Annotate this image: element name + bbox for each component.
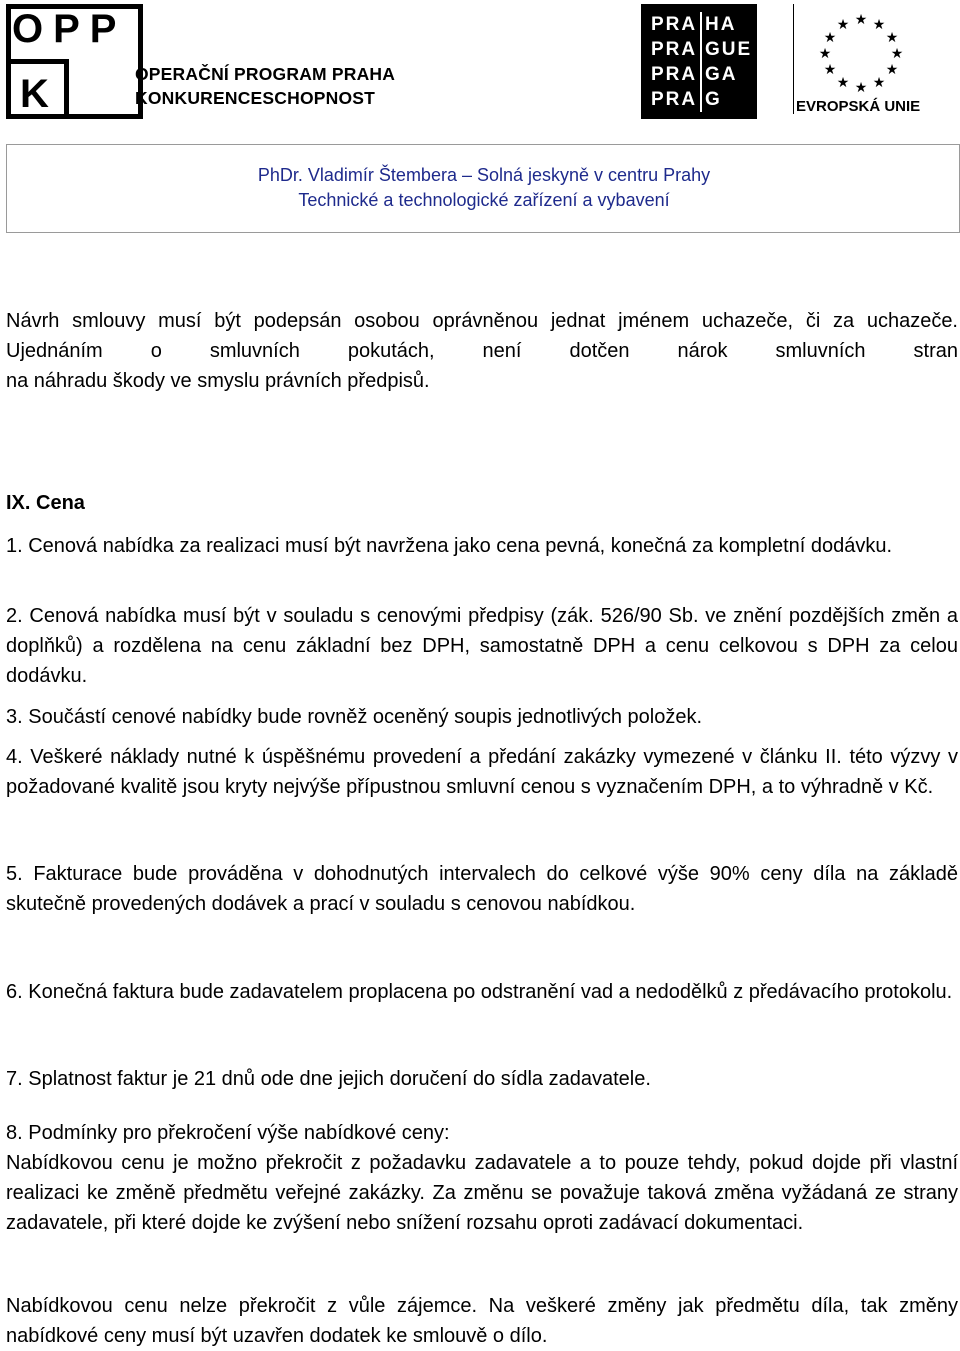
- praha-row-2: [641, 37, 757, 62]
- list-item-6-text: 6. Konečná faktura bude zadavatelem proplacena po odstranění vad a nedodělků z předávacího protokolu.: [6, 981, 953, 1003]
- list-item-8-heading: 8. Podmínky pro překročení výše nabídkové ceny:: [6, 1122, 450, 1144]
- praha-row-1-left: PRA: [651, 14, 698, 35]
- list-item-7: [6, 1064, 958, 1094]
- list-item-8: [6, 1118, 958, 1238]
- svg-text:★: ★: [885, 61, 899, 77]
- eu-stars-icon: [813, 8, 909, 94]
- list-item-3-text: 3. Součástí cenové nabídky bude rovněž oceněný soupis jednotlivých položek.: [6, 706, 702, 728]
- list-item-1-text: 1. Cenová nabídka za realizaci musí být navržena jako cena pevná, konečná za kompletní dodávku.: [6, 535, 893, 557]
- paragraph-final-text: Nabídkovou cenu nelze překročit z vůle zájemce. Na veškeré změny jak předmětu díla, tak změny nabídkové ceny musí být uzavřen dodatek ke smlouvě o dílo.: [6, 1295, 958, 1347]
- svg-text:★: ★: [836, 16, 850, 32]
- paragraph-intro-part2: na náhradu škody ve smyslu právních předpisů.: [6, 370, 430, 392]
- praha-row-3-left: PRA: [651, 64, 698, 85]
- oppk-program-name: [135, 62, 395, 110]
- svg-text:★: ★: [854, 11, 868, 27]
- oppk-logo-divider-h: [6, 59, 69, 64]
- oppk-logo: [6, 4, 426, 120]
- list-item-3: [6, 702, 958, 732]
- paragraph-intro: [6, 306, 958, 396]
- eu-logo-divider: [793, 4, 794, 114]
- section-heading: IX. Cena: [6, 492, 85, 514]
- document-title-line2: Technické a technologické zařízení a vybavení: [298, 190, 670, 210]
- oppk-logo-divider-v: [64, 59, 69, 119]
- document-title-line1: PhDr. Vladimír Štembera – Solná jeskyně v centru Prahy: [257, 165, 711, 185]
- praha-row-3-right: GA: [705, 64, 738, 85]
- svg-text:★: ★: [836, 74, 850, 90]
- svg-text:★: ★: [823, 29, 837, 45]
- praha-row-3: [641, 62, 757, 87]
- svg-text:★: ★: [890, 45, 904, 61]
- svg-text:★: ★: [872, 16, 886, 32]
- list-item-2: [6, 601, 958, 691]
- oppk-program-line2: KONKURENCESCHOPNOST: [135, 88, 376, 108]
- list-item-8-body: Nabídkovou cenu je možno překročit z požadavku zadavatele a to pouze tehdy, pokud dojde při vlastní realizaci ke změně předmětu veřejné zakázky. Za změnu se považuje taková změna vyžádaná ze strany zadavatele, při které dojde ke zvýšení nebo snížení rozsahu oproti zadávací dokumentaci.: [6, 1152, 958, 1234]
- praha-row-2-right: GUE: [705, 39, 753, 60]
- praha-logo: [641, 4, 757, 119]
- eu-label: EVROPSKÁ UNIE: [796, 98, 921, 115]
- praha-row-4: [641, 87, 757, 112]
- praha-row-4-left: PRA: [651, 89, 698, 110]
- svg-text:★: ★: [872, 74, 886, 90]
- list-item-4: [6, 742, 958, 802]
- oppk-logo-letters: OPP: [12, 7, 127, 51]
- praha-row-4-right: G: [705, 89, 722, 110]
- praha-row-2-left: PRA: [651, 39, 698, 60]
- paragraph-intro-part1: Návrh smlouvy musí být podepsán osobou oprávněnou jednat jménem uchazeče, či za uchazeče. Ujednáním o smluvních pokutách, není dotčen nárok smluvních stran: [6, 310, 958, 362]
- document-title-box: [6, 144, 960, 233]
- list-item-5: [6, 859, 958, 919]
- praha-row-1-right: HA: [705, 14, 737, 35]
- svg-text:★: ★: [885, 29, 899, 45]
- list-item-1: [6, 531, 958, 561]
- oppk-logo-k: K: [20, 72, 49, 116]
- praha-row-1: [641, 12, 757, 37]
- oppk-program-line1: OPERAČNÍ PROGRAM PRAHA: [135, 64, 396, 84]
- svg-text:★: ★: [854, 79, 868, 94]
- list-item-4-text: 4. Veškeré náklady nutné k úspěšnému provedení a předání zakázky vymezené v článku II. této výzvy v požadované kvalitě jsou kryty nejvýše přípustnou smluvní cenou s vyznačením DPH, a to výhradně v Kč.: [6, 746, 958, 798]
- svg-text:★: ★: [818, 45, 832, 61]
- list-item-7-text: 7. Splatnost faktur je 21 dnů ode dne jejich doručení do sídla zadavatele.: [6, 1068, 651, 1090]
- list-item-2-text: 2. Cenová nabídka musí být v souladu s cenovými předpisy (zák. 526/90 Sb. ve znění pozdějších změn a doplňků) a rozdělena na cenu základní bez DPH, samostatně DPH a cenu celkovou s DPH za celou dodávku.: [6, 605, 958, 687]
- list-item-5-text: 5. Fakturace bude prováděna v dohodnutých intervalech do celkové výše 90% ceny díla na základě skutečně provedených dodávek a prací v souladu s cenovou nabídkou.: [6, 863, 958, 915]
- svg-text:★: ★: [823, 61, 837, 77]
- list-item-6: [6, 977, 958, 1007]
- paragraph-final: [6, 1291, 958, 1351]
- eu-logo: [793, 4, 938, 119]
